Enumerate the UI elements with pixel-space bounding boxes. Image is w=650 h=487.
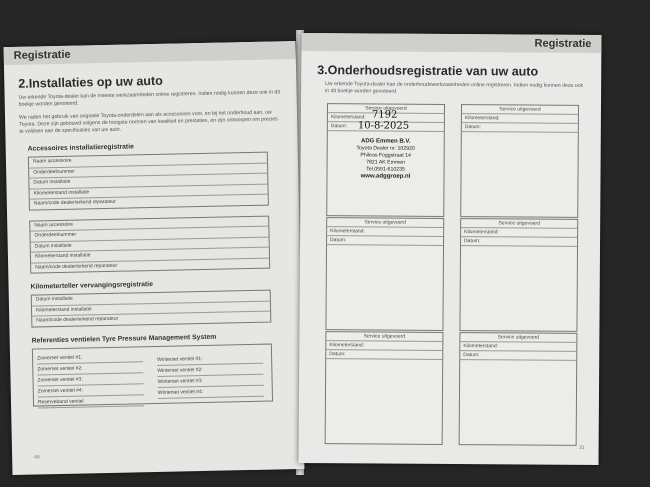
tpms-row: Zomerset ventiel #3: [37, 373, 143, 386]
right-intro: Uw erkende Toyota-dealer kan de onderhoudswerkzaamheden online registreren. Indien nodig kunnen deze ook in dit boekje worden genoteerd. [325, 81, 584, 95]
km-field: Kilometerstand: [327, 227, 443, 237]
stamp-city: 7821 AK Emmen [366, 159, 406, 166]
service-box-2 [460, 104, 579, 218]
right-page [299, 33, 602, 465]
service-header: Service uitgevoerd [326, 332, 442, 342]
service-box-5 [325, 331, 444, 445]
stamp-area [460, 360, 577, 445]
form-row: Kilometerstand installatie [30, 184, 268, 199]
form-row: Naam/code dealer/erkend reparateur [35, 262, 118, 270]
stamp-street: Phileas Foggstraat 14 [360, 152, 411, 159]
form-row: Datum installatie [32, 291, 270, 306]
tpms-row: Winterset ventiel #1: [157, 352, 263, 365]
left-page-title: 2.Installaties op uw auto [18, 73, 163, 91]
service-box-6 [459, 332, 578, 446]
stamp-area [326, 359, 443, 444]
stamp-dealer: Toyota Dealer nr: 102920 [356, 145, 415, 152]
service-box-4 [459, 218, 578, 332]
service-box-3 [325, 217, 444, 331]
service-box-1 [326, 103, 445, 217]
date-field: Datum: [328, 122, 444, 132]
tpms-form [32, 343, 273, 406]
form-row: Datum installatie [29, 174, 267, 189]
tpms-row: Zomerset ventiel #2: [37, 362, 143, 375]
form-row: Onderdeelnummer [30, 227, 268, 242]
date-field: Datum: [460, 351, 576, 361]
right-page-title: 3.Onderhoudsregistratie van uw auto [317, 63, 539, 79]
tpms-row: Reserveband ventiel [38, 395, 144, 408]
service-header: Service uitgevoerd [460, 333, 576, 343]
form-row: Naam accessoire [29, 153, 267, 168]
accessories-form-1 [28, 152, 269, 211]
left-header-band: Registratie [4, 41, 296, 65]
form-row: Naam/code dealer/erkend reparateur [36, 315, 119, 324]
service-header: Service uitgevoerd [328, 104, 444, 114]
service-grid [325, 103, 578, 465]
date-field: Datum: [462, 123, 578, 133]
stamp-name: ADG Emmen B.V. [360, 138, 411, 145]
left-intro-2: We raden het gebruik van originele Toyota-onderdelen aan als accessoires voor, en bij het onderhoud aan, uw Toyota. Deze zijn gebouwd volgens de hoogste normen van kwaliteit en prestaties, en zijn ontworpen om precies te voldoen aan de specificaties van uw auto. [18, 109, 278, 135]
form-row: Datum installatie [31, 237, 269, 252]
stamp-tel: Tel.0591-610235 [366, 166, 405, 173]
right-header-band: Registratie [301, 33, 601, 53]
tpms-row: Zomerset ventiel #1: [37, 351, 143, 364]
right-page-number: 31 [579, 444, 585, 451]
tpms-heading: Referenties ventielen Tyre Pressure Management System [31, 333, 217, 345]
km-field: Kilometerstand: [326, 341, 442, 351]
km-field: Kilometerstand: [328, 113, 444, 123]
left-page [4, 41, 305, 475]
date-field: Datum: [461, 237, 577, 247]
km-field: Kilometerstand: [462, 114, 578, 124]
dealer-stamp [327, 138, 443, 181]
form-row: Naam/code dealer/erkend reparateur [33, 198, 116, 207]
accessories-form-2 [29, 215, 270, 274]
tpms-summer-column [37, 351, 144, 408]
tpms-row: Winterset ventiel #2: [157, 363, 263, 376]
odometer-form [31, 290, 272, 328]
tpms-row: Zomerset ventiel #4: [38, 384, 144, 397]
handwritten-date: 10-8-2025 [357, 120, 410, 132]
km-field: Kilometerstand: [461, 228, 577, 238]
service-header: Service uitgevoerd [327, 218, 443, 228]
date-field: Datum: [326, 350, 442, 360]
tpms-row: Winterset ventiel #3: [157, 374, 263, 387]
service-header: Service uitgevoerd [461, 219, 577, 229]
odometer-heading: Kilometerteller vervangingsregistratie [30, 281, 154, 291]
form-row: Onderdeelnummer [29, 163, 267, 178]
left-page-number: 46 [34, 454, 40, 461]
stamp-area [460, 246, 577, 331]
form-row: Naam accessoire [30, 216, 268, 231]
service-header: Service uitgevoerd [462, 105, 578, 115]
tpms-winter-column [157, 352, 264, 398]
stamp-area [461, 132, 578, 217]
stamp-web: www.adggroep.nl [360, 173, 411, 180]
stamp-area [326, 245, 443, 330]
date-field: Datum: [327, 236, 443, 246]
km-field: Kilometerstand: [460, 342, 576, 352]
accessories-heading: Accessoires installatieregistratie [27, 143, 134, 153]
tpms-row: Winterset ventiel #4: [158, 385, 264, 398]
form-row: Kilometerstand installatie [31, 248, 269, 263]
left-intro-1: Uw erkende Toyota-dealer kan de meeste werkzaamheden online registreren. Indien nodig kunnen deze ook in dit boekje worden genoteerd. [18, 89, 281, 108]
handwritten-km: 7192 [371, 109, 398, 121]
form-row: Kilometerstand installatie [32, 301, 270, 316]
